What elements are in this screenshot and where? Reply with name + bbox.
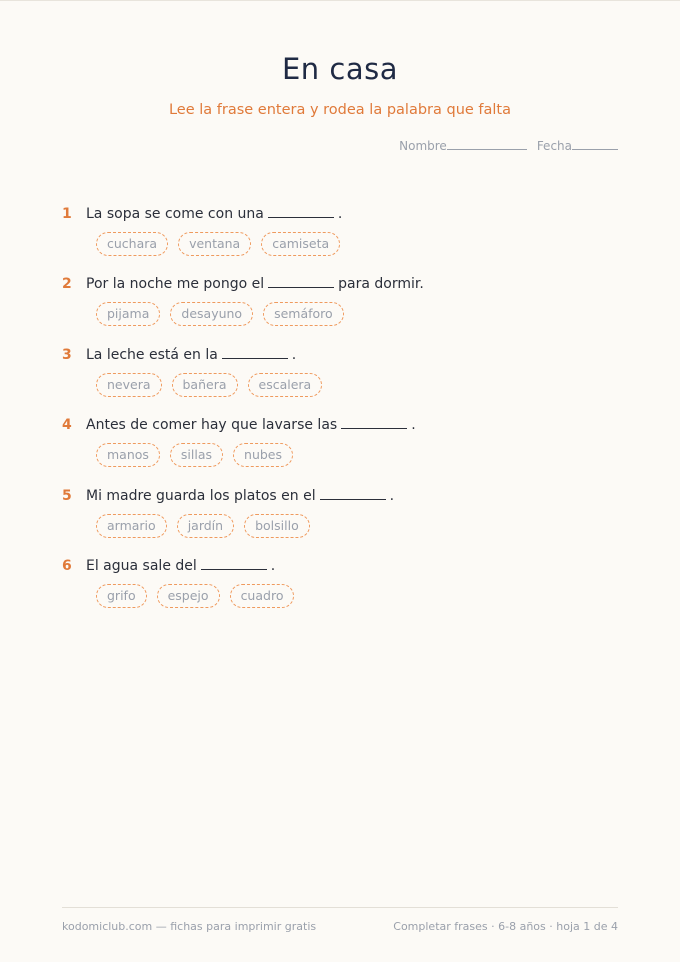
question-sentence xyxy=(62,276,622,296)
answer-option[interactable]: bolsillo xyxy=(244,514,310,538)
answer-blank[interactable] xyxy=(222,358,288,359)
question-sentence xyxy=(62,347,622,367)
answer-option[interactable]: camiseta xyxy=(261,232,340,256)
footer-sheet-info: Completar frases · 6-8 años · hoja 1 de 4 xyxy=(393,920,618,933)
footer-site: kodomiclub.com — fichas para imprimir gratis xyxy=(62,920,317,933)
page-top-border xyxy=(0,0,680,1)
answer-options xyxy=(96,514,622,538)
answer-option[interactable]: ventana xyxy=(178,232,251,256)
name-line[interactable] xyxy=(447,149,527,150)
question-item xyxy=(62,276,622,346)
answer-option[interactable]: sillas xyxy=(170,443,223,467)
answer-option[interactable]: espejo xyxy=(157,584,220,608)
date-label: Fecha xyxy=(537,139,618,153)
sentence-start: La sopa se come con una xyxy=(86,206,264,222)
answer-option[interactable]: desayuno xyxy=(170,302,253,326)
answer-option[interactable]: armario xyxy=(96,514,167,538)
student-meta xyxy=(399,139,618,153)
sentence-start: Mi madre guarda los platos en el xyxy=(86,487,316,504)
answer-blank[interactable] xyxy=(341,428,407,429)
answer-option[interactable]: escalera xyxy=(248,373,323,397)
question-item xyxy=(62,347,622,417)
answer-options xyxy=(96,373,622,397)
sentence-start: La leche está en la xyxy=(86,346,218,363)
sentence-start: Por la noche me pongo el xyxy=(86,276,265,293)
sentence-end: . xyxy=(270,557,276,574)
sentence-end: . xyxy=(411,417,416,434)
sentence-start: El agua sale del xyxy=(86,557,197,574)
answer-option[interactable]: bañera xyxy=(172,373,238,397)
question-sentence xyxy=(62,417,622,437)
answer-options xyxy=(96,302,622,326)
sentence-end: para dormir. xyxy=(338,276,424,293)
date-line[interactable] xyxy=(572,149,618,150)
question-number: 2 xyxy=(62,276,72,293)
answer-option[interactable]: pijama xyxy=(96,302,160,326)
question-sentence xyxy=(62,206,622,226)
question-sentence xyxy=(62,488,622,508)
sentence-end: . xyxy=(389,487,395,504)
page-subtitle: Lee la frase entera y rodea la palabra que falta xyxy=(168,102,512,118)
answer-blank[interactable] xyxy=(201,569,267,570)
question-sentence xyxy=(62,558,622,578)
answer-option[interactable]: nevera xyxy=(96,373,162,397)
question-number: 5 xyxy=(62,487,72,504)
question-number: 1 xyxy=(62,206,72,222)
page-title: En casa xyxy=(281,52,399,86)
sentence-start: Antes de comer hay que lavarse las xyxy=(86,417,338,434)
answer-blank[interactable] xyxy=(268,217,334,218)
question-number: 3 xyxy=(62,346,72,363)
answer-option[interactable]: semáforo xyxy=(263,302,344,326)
answer-blank[interactable] xyxy=(268,287,334,288)
answer-option[interactable]: cuadro xyxy=(230,584,295,608)
question-list xyxy=(62,206,622,628)
name-label: Nombre xyxy=(399,139,527,153)
answer-option[interactable]: jardín xyxy=(177,514,234,538)
sentence-end: . xyxy=(291,346,297,363)
question-number: 4 xyxy=(62,417,72,434)
answer-option[interactable]: cuchara xyxy=(96,232,168,256)
answer-option[interactable]: nubes xyxy=(233,443,293,467)
question-number: 6 xyxy=(62,557,72,574)
question-item xyxy=(62,558,622,628)
footer-divider xyxy=(62,907,618,908)
question-item xyxy=(62,417,622,487)
answer-options xyxy=(96,232,622,256)
answer-option[interactable]: manos xyxy=(96,443,160,467)
question-item xyxy=(62,488,622,558)
question-item xyxy=(62,206,622,276)
sentence-end: . xyxy=(337,206,343,222)
answer-options xyxy=(96,584,622,608)
answer-option[interactable]: grifo xyxy=(96,584,147,608)
answer-options xyxy=(96,443,622,467)
answer-blank[interactable] xyxy=(320,499,386,500)
